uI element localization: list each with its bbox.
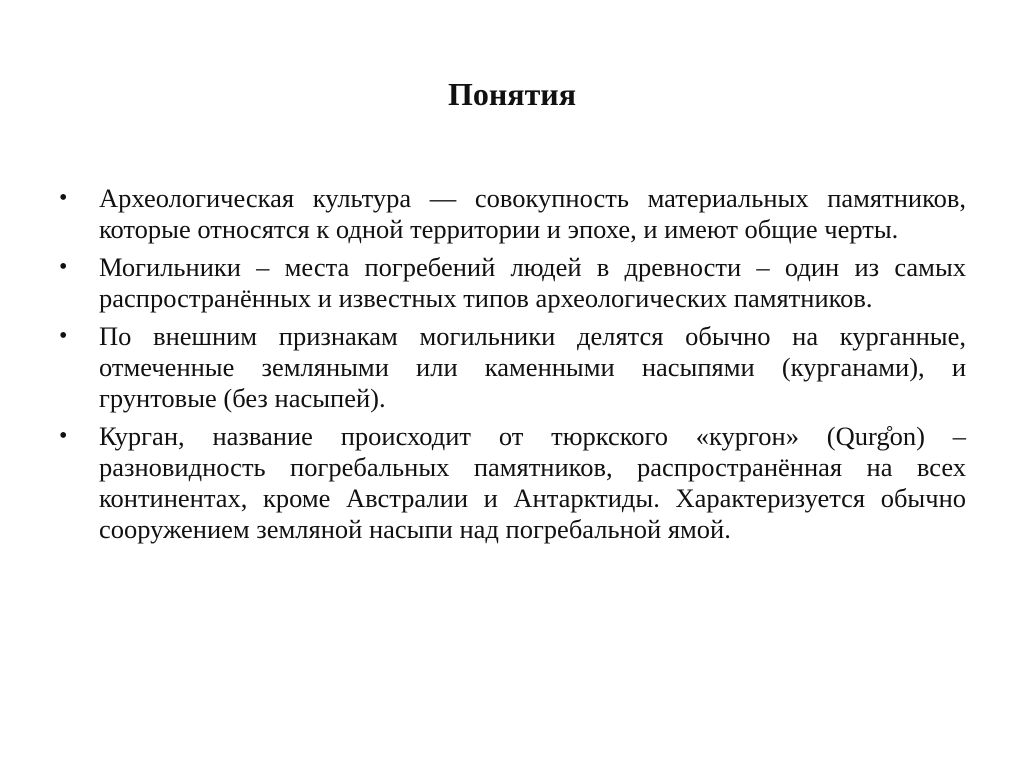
- bullet-item: [59, 252, 966, 314]
- slide-title: Понятия: [447, 76, 577, 112]
- bullet-item: [59, 421, 966, 545]
- bullet-icon: •: [59, 254, 68, 280]
- bullet-icon: •: [59, 423, 68, 449]
- bullet-icon: •: [59, 185, 68, 211]
- bullet-list: [59, 183, 966, 552]
- bullet-text: По внешним признакам могильники делятся обычно на курганные, отмеченные земляными или каменными насыпями (курганами), и грунтовые (без насыпей).: [99, 321, 966, 413]
- bullet-item: [59, 321, 966, 414]
- bullet-icon: •: [59, 323, 68, 349]
- bullet-text: Курган, название происходит от тюркского «кургон» (Qurg̊on) – разновидность погребальных памятников, распространённая на всех континентах, кроме Австралии и Антарктиды. Характеризуется обычно сооружением земляной насыпи над погребальной ямой.: [99, 421, 966, 544]
- bullet-text: Могильники – места погребений людей в древности – один из самых распространённых и известных типов археологических памятников.: [99, 252, 966, 313]
- bullet-text: Археологическая культура — совокупность материальных памятников, которые относятся к одной территории и эпохе, и имеют общие черты.: [99, 183, 966, 244]
- bullet-item: [59, 183, 966, 245]
